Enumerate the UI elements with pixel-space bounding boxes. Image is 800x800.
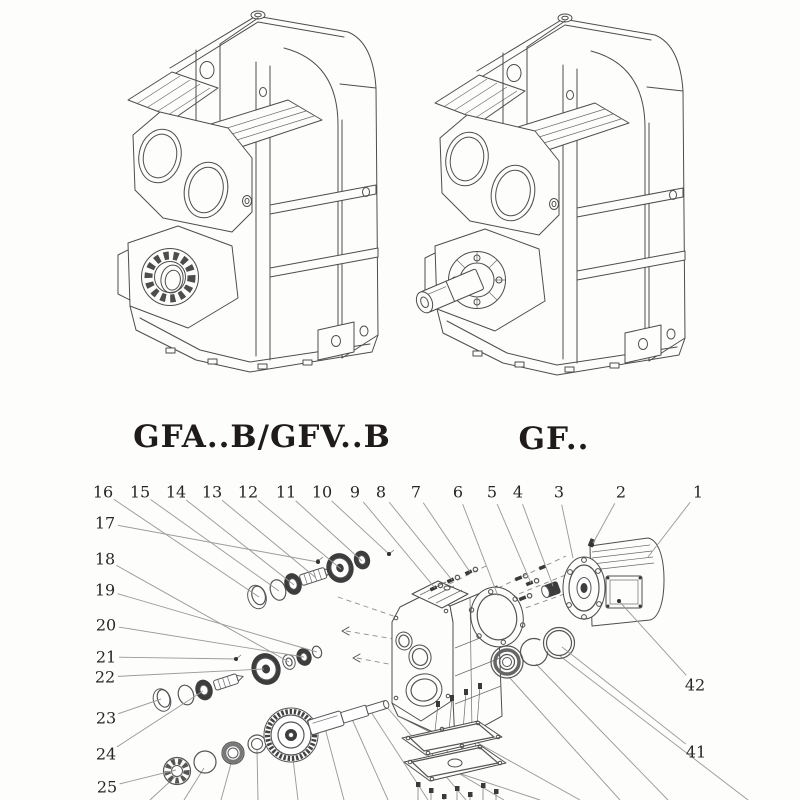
caption-left-model: GFA..B/GFV..B <box>133 419 391 455</box>
callout-17: 17 <box>94 513 116 533</box>
callout-25: 25 <box>96 777 118 797</box>
leader-line-17 <box>118 525 318 562</box>
output-gear <box>264 708 318 762</box>
leader-line-25 <box>120 770 176 784</box>
gearbox-left-drawing <box>118 11 378 372</box>
callout-22: 22 <box>94 667 116 687</box>
leader-line-8 <box>389 502 452 580</box>
leader-line-7 <box>423 503 470 572</box>
callout-20: 20 <box>95 615 117 635</box>
output-shaft-parts <box>164 697 391 785</box>
leader-line-5 <box>497 504 531 583</box>
leader-line-22 <box>118 669 264 676</box>
callout-7: 7 <box>410 482 422 502</box>
callout-14: 14 <box>165 482 187 502</box>
callout-19: 19 <box>94 580 116 600</box>
callout-18: 18 <box>94 549 116 569</box>
callout-3: 3 <box>553 482 565 502</box>
callout-10: 10 <box>311 482 333 502</box>
callout-42: 42 <box>684 675 706 695</box>
leader-dot-42 <box>617 599 621 603</box>
callout-4: 4 <box>512 482 524 502</box>
callout-16: 16 <box>92 482 114 502</box>
loose-bolts <box>416 782 499 800</box>
callout-13: 13 <box>201 482 223 502</box>
callout-12: 12 <box>237 482 259 502</box>
leader-dot-10 <box>387 552 391 556</box>
coupling-sleeve <box>540 581 561 598</box>
leader-line-10 <box>332 501 389 554</box>
callout-11: 11 <box>275 482 297 502</box>
leader-line-1 <box>648 502 690 557</box>
leader-line-23 <box>118 699 161 714</box>
motor-drawing <box>563 538 664 626</box>
callout-6: 6 <box>452 482 464 502</box>
exploded-view <box>93 483 748 800</box>
leader-line-6 <box>463 504 498 596</box>
leader-dot-2 <box>590 543 594 547</box>
leader-line-21 <box>119 657 236 659</box>
leader-line-15 <box>151 500 279 591</box>
callout-2: 2 <box>615 482 627 502</box>
leader-line-2 <box>592 503 615 545</box>
bearing-with-rollers <box>142 249 199 306</box>
leader-line-11 <box>296 501 362 561</box>
leader-line-16 <box>114 499 259 597</box>
leader-dot-21 <box>234 657 238 661</box>
callout-1: 1 <box>692 482 704 502</box>
leader-line-41 <box>562 647 686 744</box>
intermediate-shaft-parts <box>150 645 323 714</box>
callout-41: 41 <box>685 742 707 762</box>
leader-dot-17 <box>316 560 320 564</box>
output-shaft-blank <box>307 697 390 735</box>
callout-24: 24 <box>95 744 117 764</box>
callout-9: 9 <box>349 482 361 502</box>
caption-right-model: GF.. <box>518 421 590 457</box>
input-shaft-parts <box>245 549 394 611</box>
callout-8: 8 <box>375 482 387 502</box>
callout-5: 5 <box>486 482 498 502</box>
gearbox-right-drawing <box>413 14 685 375</box>
leader-line-14 <box>186 500 294 585</box>
callout-21: 21 <box>95 647 117 667</box>
callout-15: 15 <box>129 482 151 502</box>
leader-line-3 <box>562 505 573 558</box>
callout-23: 23 <box>95 708 117 728</box>
leader-line-20 <box>119 627 304 657</box>
